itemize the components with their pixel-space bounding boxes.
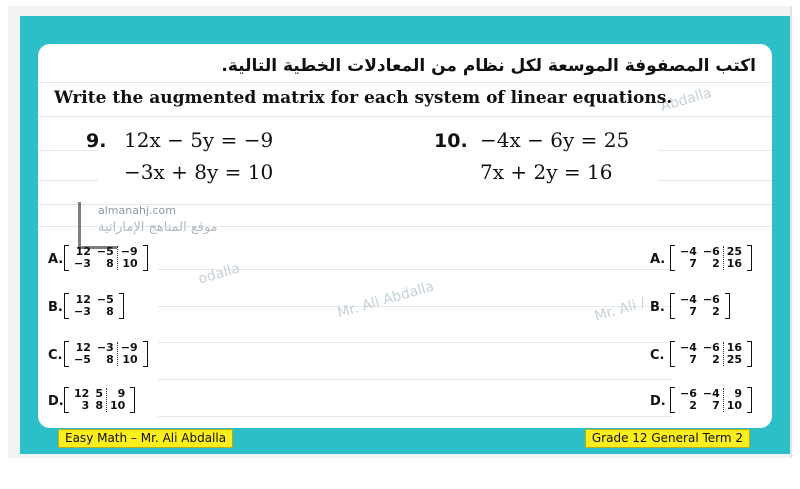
footer-author-tag: Easy Math – Mr. Ali Abdalla [58,429,233,448]
question-9-number: 9. [86,130,107,152]
instruction-arabic: اكتب المصفوفة الموسعة لكل نظام من المعادلات الخطية التالية. [221,56,756,76]
site-watermark: almanahj.com [98,204,176,217]
q9-option-d-matrix[interactable]: 12 3 5 8 9 10 [64,387,135,413]
author-watermark: Mr. Ali Abdalla [335,278,436,322]
question-9-equation-2: −3x + 8y = 10 [124,160,274,184]
q10-option-c-matrix[interactable]: −4 7 −6 2 16 25 [670,341,752,367]
q10-option-d-matrix[interactable]: −6 2 −4 7 9 10 [670,387,752,413]
q9-option-b-letter[interactable]: B. [48,300,63,315]
q10-option-a-matrix[interactable]: −4 7 −6 2 25 16 [670,245,752,271]
q9-option-d-letter[interactable]: D. [48,394,64,409]
question-9-equation-1: 12x − 5y = −9 [124,128,274,152]
author-watermark: odalla [196,260,242,288]
q9-option-a-matrix[interactable]: 12 −3 −5 8 −9 10 [64,245,148,271]
instruction-english: Write the augmented matrix for each system of linear equations. [54,88,673,108]
worksheet-frame [20,16,790,454]
q9-option-c-letter[interactable]: C. [48,348,63,363]
footer-grade-tag: Grade 12 General Term 2 [585,429,750,448]
author-watermark: Abdalla [658,85,714,115]
q10-option-c-letter[interactable]: C. [650,348,665,363]
q9-option-b-matrix[interactable]: 12 −3 −5 8 [64,293,124,319]
page-background [8,6,792,458]
question-card [38,44,772,428]
q10-option-b-matrix[interactable]: −4 7 −6 2 [670,293,730,319]
q10-option-a-letter[interactable]: A. [650,252,666,267]
author-watermark: Mr. Ali / [592,295,648,325]
site-watermark-arabic: موقع المناهج الإماراتية [98,220,218,235]
q9-option-c-matrix[interactable]: 12 −5 −3 8 −9 10 [64,341,148,367]
q10-option-b-letter[interactable]: B. [650,300,665,315]
question-10-equation-2: 7x + 2y = 16 [480,160,613,184]
question-10-equation-1: −4x − 6y = 25 [480,128,630,152]
q10-option-d-letter[interactable]: D. [650,394,666,409]
question-10-number: 10. [434,130,468,152]
q9-option-a-letter[interactable]: A. [48,252,64,267]
